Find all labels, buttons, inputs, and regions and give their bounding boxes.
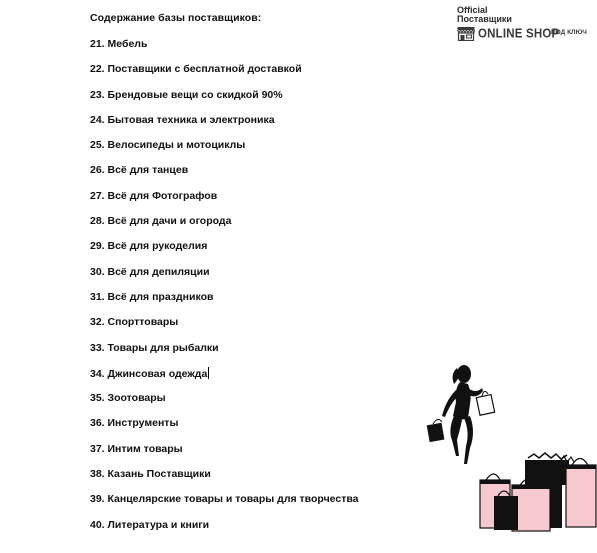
list-item: 31. Всё для праздников [90,290,214,303]
brand-logo [457,6,587,46]
list-item: 21. Мебель [90,38,148,50]
logo-official-text: Official [457,5,488,15]
text-cursor [208,367,209,379]
logo-tagline-text: ПОД КЛЮЧ [551,29,587,36]
shop-icon [457,26,475,41]
list-item: 33. Товары для рыбалки [90,341,219,354]
list-item: 32. Спорттовары [90,316,179,329]
list-item: 37. Интим товары [90,442,183,455]
list-item: 40. Литература и книги [90,518,210,531]
list-item: 27. Всё для Фотографов [90,189,218,202]
list-item: 39. Канцелярские товары и товары для творчества [90,493,359,506]
document-heading: Содержание базы поставщиков: [90,12,262,24]
list-item[interactable] [90,367,359,392]
list-item: 30. Всё для депиляции [90,265,210,278]
logo-suppliers-text: Поставщики [457,14,512,24]
list-item-text[interactable]: 34. Джинсовая одежда [90,367,208,380]
list-item: 36. Инструменты [90,417,179,430]
list-item: 38. Казань Поставщики [90,468,211,481]
list-item: 24. Бытовая техника и электроника [90,113,275,126]
supplier-category-list [90,38,359,544]
logo-brand-text: ONLINE SHOP [478,27,560,41]
list-item: 25. Велосипеды и мотоциклы [90,139,246,152]
list-item: 35. Зоотовары [90,392,166,405]
list-item: 23. Брендовые вещи со скидкой 90% [90,88,283,101]
shopping-woman-with-bags-icon [420,360,597,553]
list-item: 28. Всё для дачи и огорода [90,215,232,228]
list-item: 29. Всё для рукоделия [90,240,208,253]
list-item: 22. Поставщики с бесплатной доставкой [90,63,302,76]
list-item: 26. Всё для танцев [90,164,189,177]
